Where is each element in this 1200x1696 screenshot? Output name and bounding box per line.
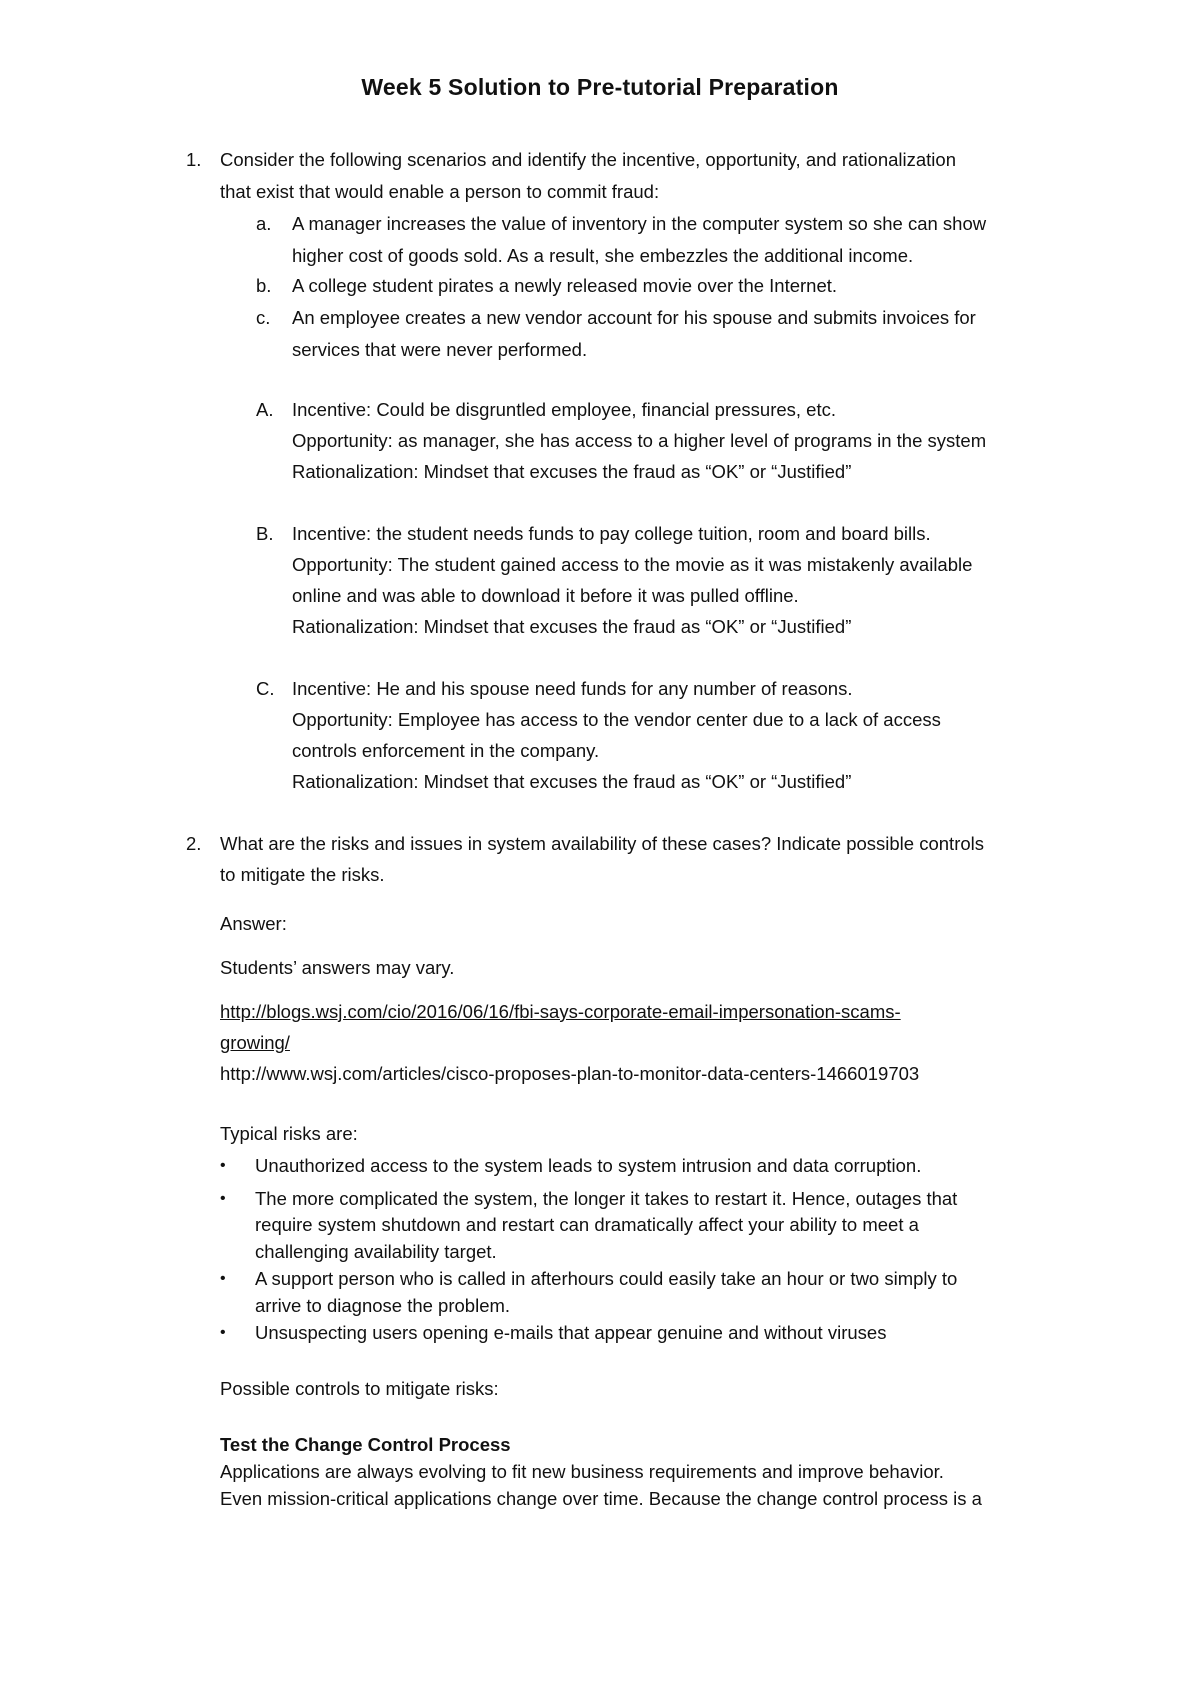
risk-item-line: Unauthorized access to the system leads to system intrusion and data corruption.: [255, 1155, 922, 1176]
risks-label: Typical risks are:: [220, 1123, 358, 1144]
reference-link-1-continued[interactable]: growing/: [220, 1032, 290, 1053]
answer-label: Answer:: [220, 913, 287, 934]
risk-item-line: Unsuspecting users opening e-mails that appear genuine and without viruses: [255, 1322, 887, 1343]
bullet-marker: •: [220, 1190, 226, 1207]
answer-c-line: Incentive: He and his spouse need funds for any number of reasons.: [292, 678, 853, 699]
section-text-line: Applications are always evolving to fit new business requirements and improve behavior.: [220, 1461, 944, 1482]
reference-link-1[interactable]: http://blogs.wsj.com/cio/2016/06/16/fbi-says-corporate-email-impersonation-scams-: [220, 1001, 901, 1022]
answer-c-line: Rationalization: Mindset that excuses the fraud as “OK” or “Justified”: [292, 771, 852, 792]
scenario-b-line: A college student pirates a newly released movie over the Internet.: [292, 275, 838, 296]
section-text-line: Even mission-critical applications change over time. Because the change control process is a: [220, 1488, 982, 1509]
answer-b-marker: B.: [256, 523, 274, 544]
bullet-marker: •: [220, 1324, 226, 1341]
answer-a-line: Opportunity: as manager, she has access to a higher level of programs in the system: [292, 430, 987, 451]
scenario-a-line: higher cost of goods sold. As a result, she embezzles the additional income.: [292, 245, 914, 266]
answer-b-line: Rationalization: Mindset that excuses the fraud as “OK” or “Justified”: [292, 616, 852, 637]
answer-b-line: Incentive: the student needs funds to pay college tuition, room and board bills.: [292, 523, 931, 544]
risk-item-line: challenging availability target.: [255, 1241, 497, 1262]
question-2-number: 2.: [186, 833, 202, 854]
risk-item-line: A support person who is called in afterhours could easily take an hour or two simply to: [255, 1268, 958, 1289]
page-title: Week 5 Solution to Pre-tutorial Preparation: [361, 74, 839, 100]
scenario-c-line: An employee creates a new vendor account for his spouse and submits invoices for: [292, 307, 976, 328]
answer-b-line: online and was able to download it before it was pulled offline.: [292, 585, 799, 606]
question-2-text-line: to mitigate the risks.: [220, 864, 385, 885]
scenario-b-marker: b.: [256, 275, 272, 296]
bullet-marker: •: [220, 1270, 226, 1287]
answer-c-line: controls enforcement in the company.: [292, 740, 600, 761]
scenario-c-marker: c.: [256, 307, 271, 328]
answer-a-marker: A.: [256, 399, 274, 420]
answer-a-line: Incentive: Could be disgruntled employee, financial pressures, etc.: [292, 399, 836, 420]
students-note: Students’ answers may vary.: [220, 957, 455, 978]
question-2-text-line: What are the risks and issues in system availability of these cases? Indicate possible controls: [220, 833, 985, 854]
scenario-a-line: A manager increases the value of inventory in the computer system so she can show: [292, 213, 987, 234]
answer-c-marker: C.: [256, 678, 275, 699]
answer-a-line: Rationalization: Mindset that excuses the fraud as “OK” or “Justified”: [292, 461, 852, 482]
controls-label: Possible controls to mitigate risks:: [220, 1378, 499, 1399]
scenario-a-marker: a.: [256, 213, 272, 234]
risk-item-line: The more complicated the system, the longer it takes to restart it. Hence, outages that: [255, 1188, 958, 1209]
risk-item-line: require system shutdown and restart can dramatically affect your ability to meet a: [255, 1214, 919, 1235]
bullet-marker: •: [220, 1157, 226, 1174]
section-heading: Test the Change Control Process: [220, 1434, 511, 1455]
question-1-text-line: that exist that would enable a person to commit fraud:: [220, 181, 660, 202]
reference-link-2: http://www.wsj.com/articles/cisco-proposes-plan-to-monitor-data-centers-1466019703: [220, 1063, 920, 1084]
question-1-text-line: Consider the following scenarios and identify the incentive, opportunity, and rationalization: [220, 149, 956, 170]
question-1-number: 1.: [186, 149, 202, 170]
answer-c-line: Opportunity: Employee has access to the vendor center due to a lack of access: [292, 709, 941, 730]
scenario-c-line: services that were never performed.: [292, 339, 588, 360]
risk-item-line: arrive to diagnose the problem.: [255, 1295, 511, 1316]
answer-b-line: Opportunity: The student gained access to the movie as it was mistakenly available: [292, 554, 973, 575]
